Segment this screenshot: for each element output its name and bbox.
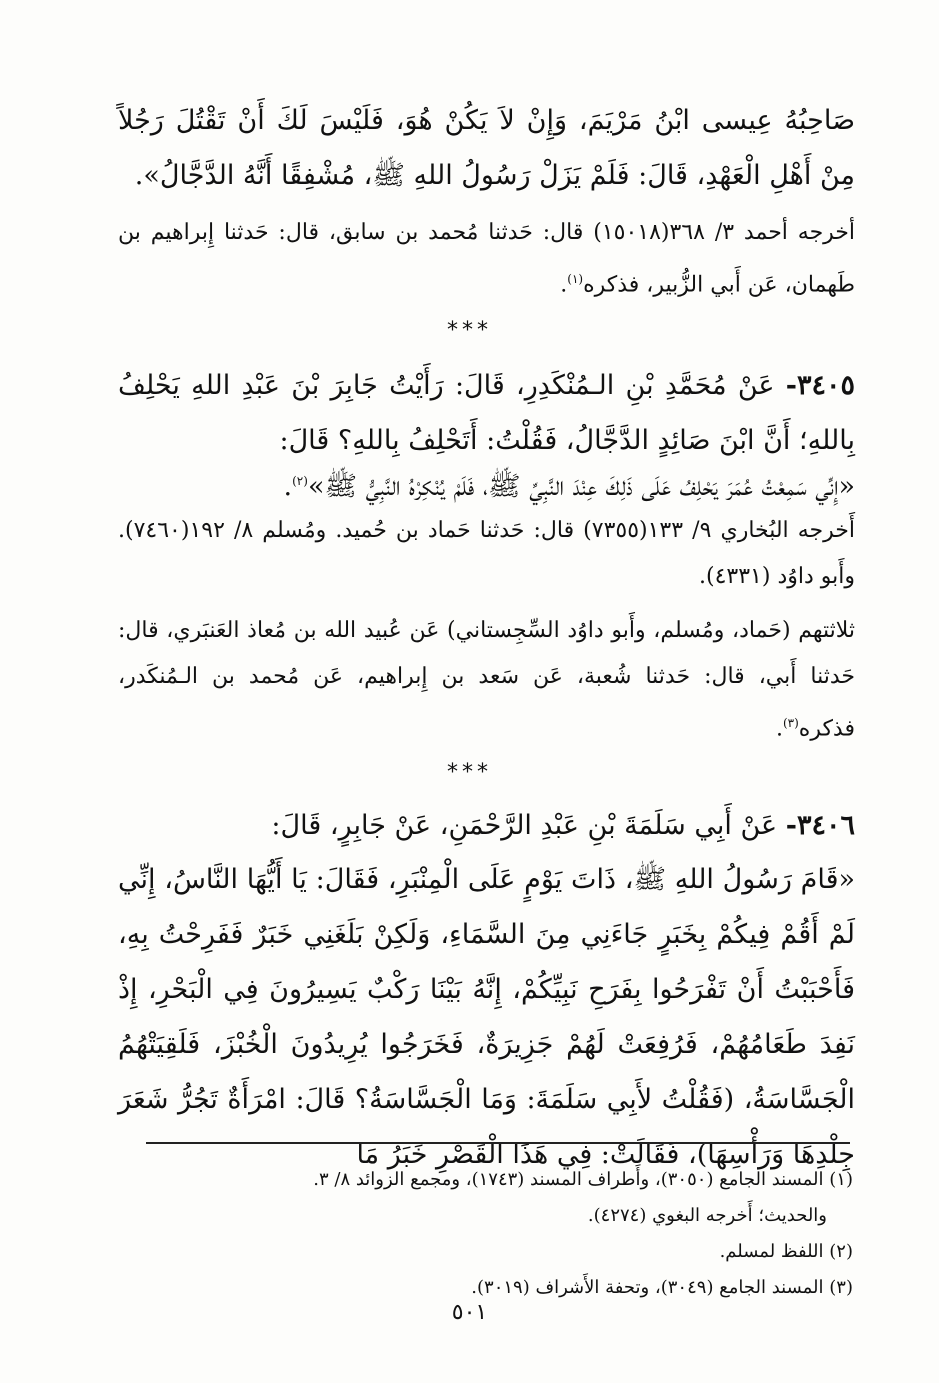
hadith-3406-number: ٣٤٠٦- xyxy=(785,810,855,841)
hadith-3406-matn: «قَامَ رَسُولُ اللهِ ﷺ، ذَاتَ يَوْمٍ عَلَى الْمِنْبَرِ، فَقَالَ: يَا أَيُّهَا النَّاسُ، إِنِّي لَمْ أَقُمْ فِيكُمْ بِخَبَرٍ جَاءَنِي مِنَ السَّمَاءِ، وَلَكِنْ بَلَغَنِي خَبَرٌ فَفَرِحْتُ بِهِ، فَأَحْبَبْتُ أَنْ تَفْرَحُوا بِفَرَحِ نَبِيِّكُمْ، إِنَّهُ بَيْنَا رَكْبٌ يَسِيرُونَ فِي الْبَحْرِ، إِذْ نَفِدَ طَعَامُهُمْ، فَرُفِعَتْ لَهُمْ جَزِيرَةٌ، فَخَرَجُوا يُرِيدُونَ الْخُبْزَ، فَلَقِيَتْهُمُ الْجَسَّاسَةُ، (فَقُلْتُ لأَبِي سَلَمَةَ: وَمَا الْجَسَّاسَةُ؟ قَالَ: امْرَأَةٌ تَجُرُّ شَعَرَ جِلْدِهَا وَرَأْسِهَا)، فَقَالَتْ: فِي هَذَا الْقَصْرِ خَبَرُ مَا xyxy=(118,864,855,1170)
takhrij-text-2: أَخرجه البُخاري ٩/ ١٣٣(٧٣٥٥) قال: حَدثنا حَماد بن حُميد. ومُسلم ٨/ ١٩٢(٧٤٦٠). وأَبو داوُد (٤٣٣١). xyxy=(118,518,856,589)
page-number: ٥٠١ xyxy=(451,1300,488,1325)
footnote-1: (١) المسند الجامع (٣٠٥٠)، وأَطراف المسند (١٧٤٣)، ومجمع الزوائد ٨/ ٣. xyxy=(313,1169,853,1190)
hadith-continuation-text: صَاحِبُهُ عِيسى ابْنُ مَرْيَمَ، وَإِنْ لاَ يَكُنْ هُوَ، فَلَيْسَ لَكَ أَنْ تَقْتُلَ رَجُلاً مِنْ أَهْلِ الْعَهْدِ، قَالَ: فَلَمْ يَزَلْ رَسُولُ اللهِ ﷺ، مُشْفِقًا أَنَّهُ الدَّجَّالُ». xyxy=(118,105,855,191)
footnote-1-continuation: والحديث؛ أَخرجه البغوي (٤٢٧٤). xyxy=(587,1205,827,1226)
hadith-3406-isnad: عَنْ أَبِي سَلَمَةَ بْنِ عَبْدِ الرَّحْمَنِ، عَنْ جَابِرٍ، قَالَ: xyxy=(271,810,778,841)
takhrij-paragraph-1: أخرجه أحمد ٣/ ٣٦٨(١٥٠١٨) قال: حَدثنا مُحمد بن سابق، قال: حَدثنا إِبراهيم بن طَهمان، عَن أَبي الزُّبير، فذكره$^{(١)}$. xyxy=(118,220,856,298)
footnote-ref-1: (١) xyxy=(567,272,584,286)
footnote-ref-3: (٣) xyxy=(782,716,799,730)
hadith-3405-matn-paragraph: «إِنِّي سَمِعْتُ عُمَرَ يَحْلِفُ عَلَى ذَلِكَ عِنْدَ النَّبِيِّ ﷺ، فَلَمْ يُنْكِرْهُ النَّبِيُّ ﷺ»$^{(٢)}$. xyxy=(283,471,855,502)
footnote-divider xyxy=(146,1142,850,1144)
footnote-2: (٢) اللفظ لمسلم. xyxy=(719,1241,853,1262)
footnote-3: (٣) المسند الجامع (٣٠٤٩)، وتحفة الأَشراف (٣٠١٩). xyxy=(471,1277,853,1298)
hadith-3406-matn-paragraph xyxy=(118,852,855,1182)
section-separator-1: *** xyxy=(447,318,492,343)
hadith-3405-matn: «إِنِّي سَمِعْتُ عُمَرَ يَحْلِفُ عَلَى ذَلِكَ عِنْدَ النَّبِيِّ ﷺ، فَلَمْ يُنْكِرْهُ النَّبِيُّ ﷺ» xyxy=(307,471,855,502)
hadith-3405-number: ٣٤٠٥- xyxy=(785,370,855,401)
takhrij-text-1: أخرجه أحمد ٣/ ٣٦٨(١٥٠١٨) قال: حَدثنا مُحمد بن سابق، قال: حَدثنا إِبراهيم بن طَهمان، عَن أَبي الزُّبير، فذكره xyxy=(118,220,856,298)
footnote-ref-2: (٢) xyxy=(292,474,308,488)
hadith-3405-isnad-paragraph xyxy=(118,358,855,468)
section-separator-2: *** xyxy=(447,760,492,785)
hadith-3405-isnad: عَنْ مُحَمَّدِ بْنِ الـمُنْكَدِرِ، قَالَ: رَأَيْتُ جَابِرَ بْنَ عَبْدِ اللهِ يَحْلِفُ بِاللهِ؛ أَنَّ ابْنَ صَائِدٍ الدَّجَّالُ، فَقُلْتُ: أَتَحْلِفُ بِاللهِ؟ قَالَ: xyxy=(118,370,855,456)
hadith-continuation-paragraph xyxy=(118,93,855,203)
takhrij-paragraph-2 xyxy=(118,508,855,600)
takhrij-paragraph-3: ثلاثتهم (حَماد، ومُسلم، وأَبو داوُد السِّجِستاني) عَن عُبيد الله بن مُعاذ العَنبَري، قال: حَدثنا أَبي، قال: حَدثنا شُعبة، عَن سَعد بن إِبراهيم، عَن مُحمد بن الـمُنكَدر، فذكره$^{(٣)}$. xyxy=(118,618,855,742)
takhrij-text-3: ثلاثتهم (حَماد، ومُسلم، وأَبو داوُد السِّجِستاني) عَن عُبيد الله بن مُعاذ العَنبَري، قال: حَدثنا أَبي، قال: حَدثنا شُعبة، عَن سَعد بن إِبراهيم، عَن مُحمد بن الـمُنكَدر، فذكره xyxy=(118,618,855,742)
hadith-3406-isnad-paragraph xyxy=(118,798,855,853)
